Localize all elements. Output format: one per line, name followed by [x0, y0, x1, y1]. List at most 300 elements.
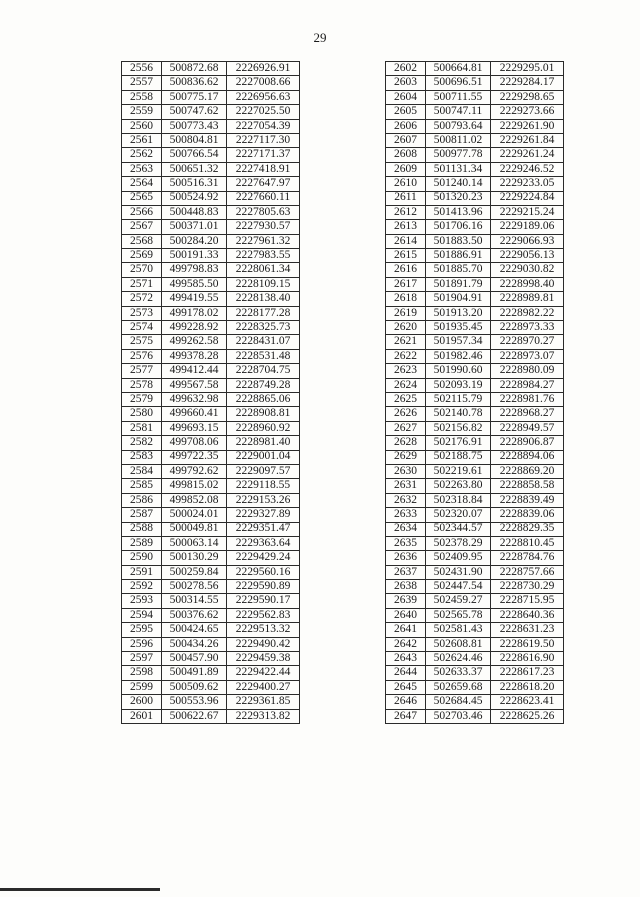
table-row — [122, 695, 300, 709]
point-number-cell: 2576 — [122, 349, 162, 363]
x-coordinate-cell: 500371.01 — [162, 220, 227, 234]
point-number-cell: 2591 — [122, 565, 162, 579]
x-coordinate-cell: 500259.84 — [162, 565, 227, 579]
x-coordinate-cell: 500696.51 — [426, 76, 491, 90]
point-number-cell: 2593 — [122, 594, 162, 608]
x-coordinate-cell: 500804.81 — [162, 133, 227, 147]
x-coordinate-cell: 501883.50 — [426, 234, 491, 248]
x-coordinate-cell: 500516.31 — [162, 177, 227, 191]
y-coordinate-cell: 2229153.26 — [227, 493, 300, 507]
point-number-cell: 2570 — [122, 263, 162, 277]
x-coordinate-cell: 499228.92 — [162, 321, 227, 335]
x-coordinate-cell: 499632.98 — [162, 392, 227, 406]
point-number-cell: 2566 — [122, 205, 162, 219]
y-coordinate-cell: 2228839.06 — [491, 508, 564, 522]
point-number-cell: 2610 — [386, 177, 426, 191]
table-row — [122, 249, 300, 263]
x-coordinate-cell: 500191.33 — [162, 249, 227, 263]
x-coordinate-cell: 502140.78 — [426, 407, 491, 421]
point-number-cell: 2625 — [386, 392, 426, 406]
x-coordinate-cell: 502633.37 — [426, 666, 491, 680]
y-coordinate-cell: 2228618.20 — [491, 680, 564, 694]
y-coordinate-cell: 2227054.39 — [227, 119, 300, 133]
x-coordinate-cell: 500711.55 — [426, 90, 491, 104]
y-coordinate-cell: 2228623.41 — [491, 695, 564, 709]
table-row — [386, 378, 564, 392]
table-row — [122, 335, 300, 349]
point-number-cell: 2617 — [386, 277, 426, 291]
table-row — [122, 464, 300, 478]
table-row — [386, 464, 564, 478]
table-row — [386, 436, 564, 450]
y-coordinate-cell: 2229273.66 — [491, 105, 564, 119]
table-row — [122, 652, 300, 666]
x-coordinate-cell: 499722.35 — [162, 450, 227, 464]
point-number-cell: 2634 — [386, 522, 426, 536]
x-coordinate-cell: 502219.61 — [426, 464, 491, 478]
table-row — [122, 522, 300, 536]
table-row — [386, 508, 564, 522]
point-number-cell: 2572 — [122, 292, 162, 306]
table-row — [122, 349, 300, 363]
x-coordinate-cell: 499378.28 — [162, 349, 227, 363]
table-row — [386, 392, 564, 406]
x-coordinate-cell: 500509.62 — [162, 680, 227, 694]
y-coordinate-cell: 2228061.34 — [227, 263, 300, 277]
point-number-cell: 2621 — [386, 335, 426, 349]
y-coordinate-cell: 2229429.24 — [227, 551, 300, 565]
coordinates-table-right-body — [386, 62, 564, 724]
point-number-cell: 2588 — [122, 522, 162, 536]
table-row — [386, 695, 564, 709]
table-row — [122, 191, 300, 205]
point-number-cell: 2611 — [386, 191, 426, 205]
y-coordinate-cell: 2228109.15 — [227, 277, 300, 291]
table-row — [122, 493, 300, 507]
table-row — [122, 407, 300, 421]
table-row — [122, 378, 300, 392]
table-row — [386, 205, 564, 219]
table-row — [122, 623, 300, 637]
point-number-cell: 2581 — [122, 421, 162, 435]
table-row — [122, 76, 300, 90]
table-row — [386, 90, 564, 104]
x-coordinate-cell: 500278.56 — [162, 580, 227, 594]
x-coordinate-cell: 500130.29 — [162, 551, 227, 565]
table-row — [122, 263, 300, 277]
x-coordinate-cell: 500793.64 — [426, 119, 491, 133]
point-number-cell: 2565 — [122, 191, 162, 205]
table-row — [122, 508, 300, 522]
y-coordinate-cell: 2228810.45 — [491, 536, 564, 550]
y-coordinate-cell: 2228829.35 — [491, 522, 564, 536]
y-coordinate-cell: 2228970.27 — [491, 335, 564, 349]
point-number-cell: 2584 — [122, 464, 162, 478]
table-row — [386, 652, 564, 666]
coordinates-table-left — [121, 61, 300, 724]
point-number-cell: 2640 — [386, 608, 426, 622]
point-number-cell: 2643 — [386, 652, 426, 666]
point-number-cell: 2597 — [122, 652, 162, 666]
point-number-cell: 2585 — [122, 479, 162, 493]
point-number-cell: 2638 — [386, 580, 426, 594]
y-coordinate-cell: 2229261.84 — [491, 133, 564, 147]
y-coordinate-cell: 2229400.27 — [227, 680, 300, 694]
x-coordinate-cell: 502608.81 — [426, 637, 491, 651]
table-row — [122, 436, 300, 450]
table-row — [122, 306, 300, 320]
table-row — [122, 709, 300, 723]
coordinates-table-left-body — [122, 62, 300, 724]
point-number-cell: 2642 — [386, 637, 426, 651]
y-coordinate-cell: 2228617.23 — [491, 666, 564, 680]
table-row — [386, 162, 564, 176]
point-number-cell: 2647 — [386, 709, 426, 723]
table-row — [386, 680, 564, 694]
x-coordinate-cell: 500553.96 — [162, 695, 227, 709]
x-coordinate-cell: 500448.83 — [162, 205, 227, 219]
y-coordinate-cell: 2228981.40 — [227, 436, 300, 450]
y-coordinate-cell: 2229490.42 — [227, 637, 300, 651]
y-coordinate-cell: 2229066.93 — [491, 234, 564, 248]
x-coordinate-cell: 501982.46 — [426, 349, 491, 363]
x-coordinate-cell: 499178.02 — [162, 306, 227, 320]
x-coordinate-cell: 500747.11 — [426, 105, 491, 119]
y-coordinate-cell: 2228177.28 — [227, 306, 300, 320]
table-row — [122, 479, 300, 493]
point-number-cell: 2559 — [122, 105, 162, 119]
point-number-cell: 2641 — [386, 623, 426, 637]
point-number-cell: 2589 — [122, 536, 162, 550]
x-coordinate-cell: 501891.79 — [426, 277, 491, 291]
y-coordinate-cell: 2227025.50 — [227, 105, 300, 119]
y-coordinate-cell: 2228784.76 — [491, 551, 564, 565]
y-coordinate-cell: 2228973.33 — [491, 321, 564, 335]
table-row — [386, 594, 564, 608]
x-coordinate-cell: 501913.20 — [426, 306, 491, 320]
table-row — [386, 407, 564, 421]
table-row — [386, 306, 564, 320]
table-row — [386, 177, 564, 191]
y-coordinate-cell: 2229261.90 — [491, 119, 564, 133]
y-coordinate-cell: 2228989.81 — [491, 292, 564, 306]
x-coordinate-cell: 500424.65 — [162, 623, 227, 637]
point-number-cell: 2586 — [122, 493, 162, 507]
y-coordinate-cell: 2229224.84 — [491, 191, 564, 205]
y-coordinate-cell: 2227008.66 — [227, 76, 300, 90]
y-coordinate-cell: 2228981.76 — [491, 392, 564, 406]
table-row — [386, 277, 564, 291]
x-coordinate-cell: 500977.78 — [426, 148, 491, 162]
table-row — [386, 234, 564, 248]
x-coordinate-cell: 500063.14 — [162, 536, 227, 550]
x-coordinate-cell: 500622.67 — [162, 709, 227, 723]
table-row — [122, 119, 300, 133]
y-coordinate-cell: 2228531.48 — [227, 349, 300, 363]
x-coordinate-cell: 500314.55 — [162, 594, 227, 608]
x-coordinate-cell: 501706.16 — [426, 220, 491, 234]
y-coordinate-cell: 2228984.27 — [491, 378, 564, 392]
x-coordinate-cell: 501240.14 — [426, 177, 491, 191]
y-coordinate-cell: 2229295.01 — [491, 62, 564, 76]
point-number-cell: 2583 — [122, 450, 162, 464]
y-coordinate-cell: 2228960.92 — [227, 421, 300, 435]
x-coordinate-cell: 500747.62 — [162, 105, 227, 119]
point-number-cell: 2627 — [386, 421, 426, 435]
table-row — [122, 565, 300, 579]
table-row — [122, 105, 300, 119]
x-coordinate-cell: 501131.34 — [426, 162, 491, 176]
y-coordinate-cell: 2229030.82 — [491, 263, 564, 277]
x-coordinate-cell: 502459.27 — [426, 594, 491, 608]
point-number-cell: 2556 — [122, 62, 162, 76]
point-number-cell: 2626 — [386, 407, 426, 421]
y-coordinate-cell: 2228138.40 — [227, 292, 300, 306]
point-number-cell: 2577 — [122, 364, 162, 378]
x-coordinate-cell: 502431.90 — [426, 565, 491, 579]
y-coordinate-cell: 2228431.07 — [227, 335, 300, 349]
point-number-cell: 2603 — [386, 76, 426, 90]
point-number-cell: 2560 — [122, 119, 162, 133]
table-row — [122, 277, 300, 291]
point-number-cell: 2578 — [122, 378, 162, 392]
y-coordinate-cell: 2229590.17 — [227, 594, 300, 608]
y-coordinate-cell: 2228625.26 — [491, 709, 564, 723]
y-coordinate-cell: 2229189.06 — [491, 220, 564, 234]
point-number-cell: 2609 — [386, 162, 426, 176]
y-coordinate-cell: 2229215.24 — [491, 205, 564, 219]
y-coordinate-cell: 2228869.20 — [491, 464, 564, 478]
table-row — [386, 580, 564, 594]
y-coordinate-cell: 2229562.83 — [227, 608, 300, 622]
y-coordinate-cell: 2227660.11 — [227, 191, 300, 205]
point-number-cell: 2601 — [122, 709, 162, 723]
point-number-cell: 2619 — [386, 306, 426, 320]
point-number-cell: 2580 — [122, 407, 162, 421]
y-coordinate-cell: 2229560.16 — [227, 565, 300, 579]
table-row — [122, 666, 300, 680]
point-number-cell: 2629 — [386, 450, 426, 464]
table-row — [122, 421, 300, 435]
x-coordinate-cell: 499798.83 — [162, 263, 227, 277]
y-coordinate-cell: 2227930.57 — [227, 220, 300, 234]
table-row — [386, 76, 564, 90]
table-row — [122, 162, 300, 176]
table-row — [386, 105, 564, 119]
x-coordinate-cell: 500773.43 — [162, 119, 227, 133]
point-number-cell: 2569 — [122, 249, 162, 263]
point-number-cell: 2635 — [386, 536, 426, 550]
table-row — [386, 133, 564, 147]
table-row — [386, 551, 564, 565]
x-coordinate-cell: 502624.46 — [426, 652, 491, 666]
y-coordinate-cell: 2229590.89 — [227, 580, 300, 594]
x-coordinate-cell: 502581.43 — [426, 623, 491, 637]
point-number-cell: 2563 — [122, 162, 162, 176]
point-number-cell: 2605 — [386, 105, 426, 119]
point-number-cell: 2637 — [386, 565, 426, 579]
y-coordinate-cell: 2229327.89 — [227, 508, 300, 522]
x-coordinate-cell: 499412.44 — [162, 364, 227, 378]
x-coordinate-cell: 502115.79 — [426, 392, 491, 406]
y-coordinate-cell: 2228980.09 — [491, 364, 564, 378]
point-number-cell: 2590 — [122, 551, 162, 565]
y-coordinate-cell: 2228757.66 — [491, 565, 564, 579]
table-row — [122, 234, 300, 248]
y-coordinate-cell: 2229118.55 — [227, 479, 300, 493]
y-coordinate-cell: 2228973.07 — [491, 349, 564, 363]
footer-rule — [0, 888, 160, 891]
y-coordinate-cell: 2229284.17 — [491, 76, 564, 90]
table-row — [386, 321, 564, 335]
table-row — [386, 335, 564, 349]
y-coordinate-cell: 2226956.63 — [227, 90, 300, 104]
point-number-cell: 2633 — [386, 508, 426, 522]
x-coordinate-cell: 499585.50 — [162, 277, 227, 291]
x-coordinate-cell: 499660.41 — [162, 407, 227, 421]
y-coordinate-cell: 2229513.32 — [227, 623, 300, 637]
y-coordinate-cell: 2228730.29 — [491, 580, 564, 594]
point-number-cell: 2562 — [122, 148, 162, 162]
x-coordinate-cell: 502344.57 — [426, 522, 491, 536]
point-number-cell: 2568 — [122, 234, 162, 248]
x-coordinate-cell: 502093.19 — [426, 378, 491, 392]
x-coordinate-cell: 501990.60 — [426, 364, 491, 378]
point-number-cell: 2579 — [122, 392, 162, 406]
x-coordinate-cell: 502188.75 — [426, 450, 491, 464]
table-row — [122, 90, 300, 104]
point-number-cell: 2631 — [386, 479, 426, 493]
table-row — [386, 349, 564, 363]
x-coordinate-cell: 500024.01 — [162, 508, 227, 522]
y-coordinate-cell: 2229351.47 — [227, 522, 300, 536]
point-number-cell: 2595 — [122, 623, 162, 637]
point-number-cell: 2615 — [386, 249, 426, 263]
y-coordinate-cell: 2229363.64 — [227, 536, 300, 550]
x-coordinate-cell: 499792.62 — [162, 464, 227, 478]
point-number-cell: 2624 — [386, 378, 426, 392]
point-number-cell: 2620 — [386, 321, 426, 335]
x-coordinate-cell: 500836.62 — [162, 76, 227, 90]
table-row — [122, 133, 300, 147]
table-row — [386, 608, 564, 622]
y-coordinate-cell: 2228894.06 — [491, 450, 564, 464]
y-coordinate-cell: 2228749.28 — [227, 378, 300, 392]
table-row — [386, 522, 564, 536]
y-coordinate-cell: 2227961.32 — [227, 234, 300, 248]
point-number-cell: 2612 — [386, 205, 426, 219]
point-number-cell: 2587 — [122, 508, 162, 522]
table-row — [386, 292, 564, 306]
page-number: 29 — [313, 30, 327, 45]
x-coordinate-cell: 500049.81 — [162, 522, 227, 536]
x-coordinate-cell: 500766.54 — [162, 148, 227, 162]
point-number-cell: 2616 — [386, 263, 426, 277]
y-coordinate-cell: 2229261.24 — [491, 148, 564, 162]
x-coordinate-cell: 500376.62 — [162, 608, 227, 622]
y-coordinate-cell: 2228715.95 — [491, 594, 564, 608]
y-coordinate-cell: 2228968.27 — [491, 407, 564, 421]
x-coordinate-cell: 502263.80 — [426, 479, 491, 493]
table-row — [122, 220, 300, 234]
y-coordinate-cell: 2227171.37 — [227, 148, 300, 162]
point-number-cell: 2613 — [386, 220, 426, 234]
table-row — [122, 450, 300, 464]
x-coordinate-cell: 501885.70 — [426, 263, 491, 277]
x-coordinate-cell: 499708.06 — [162, 436, 227, 450]
point-number-cell: 2623 — [386, 364, 426, 378]
point-number-cell: 2622 — [386, 349, 426, 363]
x-coordinate-cell: 501413.96 — [426, 205, 491, 219]
x-coordinate-cell: 502318.84 — [426, 493, 491, 507]
table-row — [386, 191, 564, 205]
table-row — [122, 551, 300, 565]
table-row — [122, 364, 300, 378]
y-coordinate-cell: 2229233.05 — [491, 177, 564, 191]
x-coordinate-cell: 500434.26 — [162, 637, 227, 651]
x-coordinate-cell: 502409.95 — [426, 551, 491, 565]
y-coordinate-cell: 2227983.55 — [227, 249, 300, 263]
point-number-cell: 2596 — [122, 637, 162, 651]
coordinates-table-right — [385, 61, 564, 724]
x-coordinate-cell: 499815.02 — [162, 479, 227, 493]
table-row — [122, 62, 300, 76]
y-coordinate-cell: 2229422.44 — [227, 666, 300, 680]
point-number-cell: 2598 — [122, 666, 162, 680]
x-coordinate-cell: 500664.81 — [426, 62, 491, 76]
y-coordinate-cell: 2228619.50 — [491, 637, 564, 651]
table-row — [122, 392, 300, 406]
point-number-cell: 2646 — [386, 695, 426, 709]
table-row — [386, 637, 564, 651]
y-coordinate-cell: 2229361.85 — [227, 695, 300, 709]
table-row — [122, 148, 300, 162]
point-number-cell: 2604 — [386, 90, 426, 104]
point-number-cell: 2639 — [386, 594, 426, 608]
y-coordinate-cell: 2227805.63 — [227, 205, 300, 219]
x-coordinate-cell: 500651.32 — [162, 162, 227, 176]
x-coordinate-cell: 501886.91 — [426, 249, 491, 263]
point-number-cell: 2645 — [386, 680, 426, 694]
table-row — [386, 536, 564, 550]
x-coordinate-cell: 502659.68 — [426, 680, 491, 694]
y-coordinate-cell: 2228949.57 — [491, 421, 564, 435]
x-coordinate-cell: 502378.29 — [426, 536, 491, 550]
y-coordinate-cell: 2229001.04 — [227, 450, 300, 464]
x-coordinate-cell: 500872.68 — [162, 62, 227, 76]
point-number-cell: 2567 — [122, 220, 162, 234]
table-row — [386, 565, 564, 579]
table-row — [122, 177, 300, 191]
table-row — [386, 493, 564, 507]
x-coordinate-cell: 499852.08 — [162, 493, 227, 507]
x-coordinate-cell: 499567.58 — [162, 378, 227, 392]
table-row — [122, 580, 300, 594]
point-number-cell: 2557 — [122, 76, 162, 90]
point-number-cell: 2558 — [122, 90, 162, 104]
y-coordinate-cell: 2228908.81 — [227, 407, 300, 421]
point-number-cell: 2564 — [122, 177, 162, 191]
y-coordinate-cell: 2229246.52 — [491, 162, 564, 176]
table-row — [386, 263, 564, 277]
table-row — [386, 709, 564, 723]
point-number-cell: 2628 — [386, 436, 426, 450]
point-number-cell: 2582 — [122, 436, 162, 450]
x-coordinate-cell: 502156.82 — [426, 421, 491, 435]
point-number-cell: 2575 — [122, 335, 162, 349]
table-row — [122, 321, 300, 335]
x-coordinate-cell: 502320.07 — [426, 508, 491, 522]
